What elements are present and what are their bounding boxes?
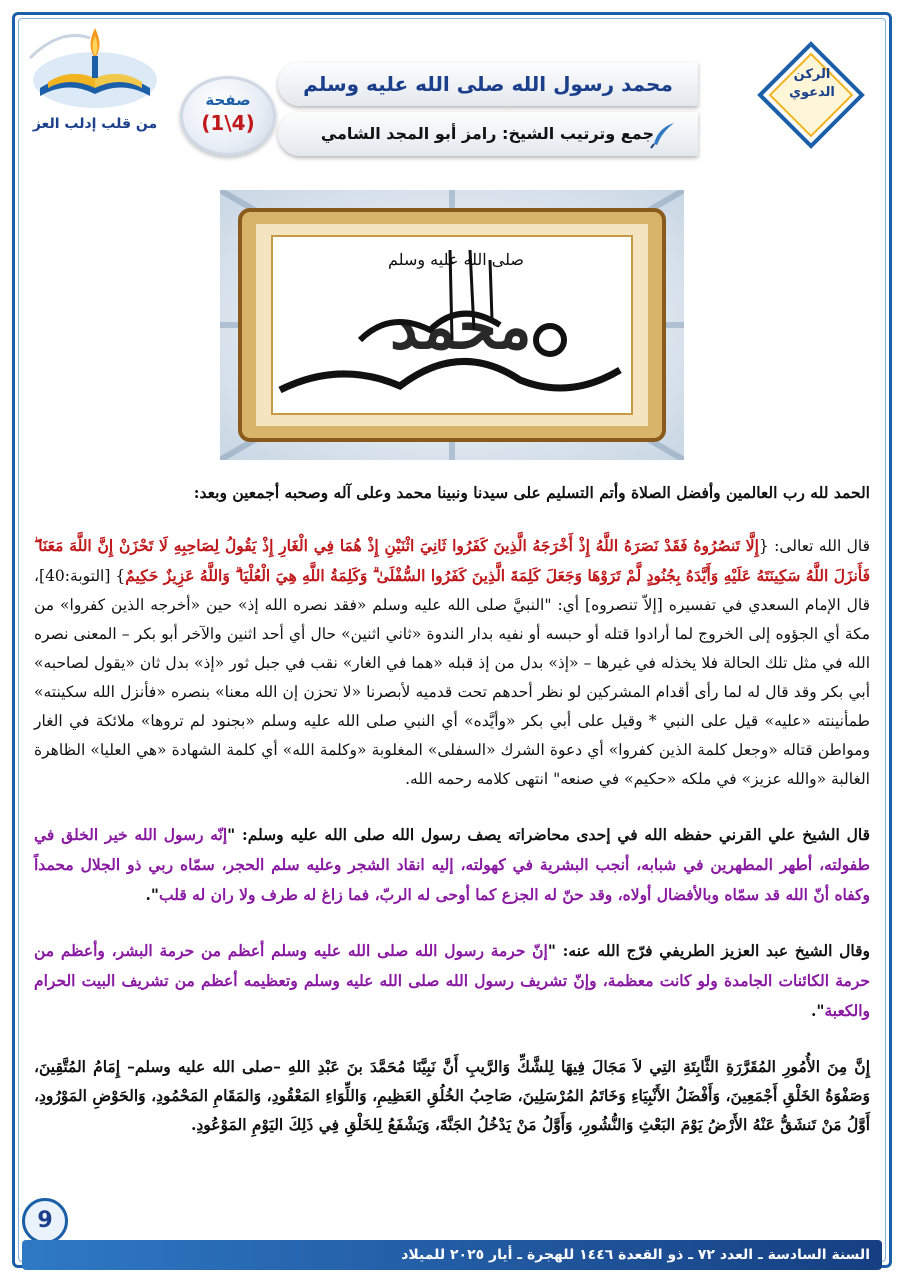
- book-logo-icon: [20, 18, 170, 118]
- section-label: [782, 66, 842, 102]
- page-indicator: [180, 76, 276, 156]
- logo-text: من قلب إدلب العز: [32, 116, 158, 132]
- paragraph-qarni: [34, 820, 870, 910]
- section-label-line2: الدعوي: [789, 85, 835, 100]
- intro-paragraph: الحمد لله رب العالمين وأفضل الصلاة وأتم التسليم على سيدنا ونبينا محمد وعلى آله وصحبه أجمعين وبعد:: [193, 483, 870, 502]
- paragraph-closing: إِنَّ مِنَ الأُمُورِ المُقَرَّرَةِ الثَّابِتَةِ التِي لاَ مَجَالَ فِيهَا لِلشَّكِّ وَالرَّيبِ أَنَّ نَبِيَّنَا مُحَمَّدَ بنَ عَبْدِ اللهِ –صلى الله عليه وسلم– إِمَامُ المُتَّقِينَ، وَصَفْوَةُ الخَلْقِ أَجْمَعِينَ، وَأَفْضَلُ الأَنْبِيَاءِ وَخَاتَمُ المُرْسَلِينَ، صَاحِبُ الخُلُقِ العَظِيمِ، وَاللِّوَاءِ المَعْقُودِ، وَالمَقَامِ المَحْمُودِ، وَالحَوْضِ المَوْرُودِ، أَوَّلُ مَنْ تَنشَقُّ عَنْهُ الأَرْضُ يَوْمَ البَعْثِ وَالنُّشُورِ، وَأَوَّلُ مَنْ يَدْخُلُ الجَنَّةَ، وَيَشْفَعُ لِلخَلْقِ فِي ذَلِكَ اليَوْمِ المَوْعُودِ.: [34, 1057, 870, 1134]
- logo: [20, 18, 170, 148]
- page-label: صفحة: [205, 91, 251, 109]
- paragraph-tafsir: [34, 531, 870, 794]
- p1-lead: قال الله تعالى: {: [758, 537, 870, 555]
- quill-icon: [648, 120, 678, 150]
- title-banner: [268, 60, 718, 160]
- calligraphy-main-text: محمد: [390, 290, 532, 363]
- footer-issue-info: السنة السادسة ـ العدد ٧٢ ـ ذو القعدة ١٤٤٦ للهجرة ـ أيار ٢٠٢٥ للميلاد: [22, 1240, 882, 1270]
- page-number: 9: [22, 1198, 68, 1244]
- section-label-line1: الركن: [793, 67, 831, 82]
- header: [0, 0, 904, 170]
- p2-lead: قال الشيخ علي القرني حفظه الله في إحدى محاضراته يصف رسول الله صلى الله عليه وسلم: ": [227, 825, 870, 844]
- calligraphy-blessing-text: صلى الله عليه وسلم: [388, 250, 524, 269]
- compiler-label: جمع وترتيب الشيخ:: [502, 124, 654, 143]
- qarni-quote: إنّه رسول الله خير الخلق في طفولته، أطهر المطهرين في شبابه، أنجب البشرية في كهولته، إليه انقاد الشجر وعليه سلم الحجر، سمّاه ربي ذو الجلال محمداً وكفاه أنّ الله قد سمّاه وبالأفضال أولاه، وقد حنّ له الجزع كما أوحى له الربّ، فما زاغ له طرف ولا ران له قلب: [34, 825, 870, 904]
- p1-commentary: } [التوبة:40]، قال الإمام السعدي في تفسيره [إلاّ تنصروه] أي: "النبيَّ صلى الله عليه وسلم «فقد نصره الله إذ» حين «أخرجه الذين كفروا» من مكة أي الجؤوه إلى الخروج لما أرادوا قتله أو حبسه أو نفيه بدار الندوة «ثاني اثنين» حال أي أحد اثنين والآخر أبو بكر – المعنى نصره الله في مثل تلك الحالة فلا يخذله في غيرها – «إذ» بدل من إذ قبله «هما في الغار» نقب في جبل ثور «إذ» بدل ثان «يقول لصاحبه» أبي بكر وقد قال له لما رأى أقدام المشركين لو نظر أحدهم تحت قدميه لأبصرنا «لا تحزن إن الله معنا» بنصره «فأنزل الله سكينته» طمأنينته «عليه» قيل على النبي * وقيل على أبي بكر «وأيَّده» أي النبي صلى الله عليه وسلم «بجنود لم تروها» ملائكة في الغار ومواطن قتاله «وجعل كلمة الذين كفروا» أي دعوة الشرك «السفلى» المغلوبة «وكلمة الله» أي كلمة الشهادة «هي العليا» الظاهرة الغالبة «والله عزيز» في ملكه «حكيم» في صنعه" انتهى كلامه رحمه الله.: [34, 567, 870, 788]
- compiler-name: رامز أبو المجد الشامي: [320, 124, 497, 143]
- p3-end: ".: [810, 1001, 825, 1020]
- calligraphy-image: [220, 190, 684, 460]
- p3-lead: وقال الشيخ عبد العزيز الطريفي فرّج الله عنه: ": [547, 941, 870, 960]
- page-title: محمد رسول الله صلى الله عليه وسلم: [278, 62, 698, 106]
- tarifi-quote: إنّ حرمة رسول الله صلى الله عليه وسلم أعظم من حرمة البشر، وأعظم من حرمة الكائنات الجامدة ولو كانت معظمة، وإنّ تشريف رسول الله صلى الله عليه وسلم وتعظيمه أعظم من تشريف البيت الحرام والكعبة: [34, 941, 870, 1020]
- quran-verse: إِلَّا تَنصُرُوهُ فَقَدْ نَصَرَهُ اللَّهُ إِذْ أَخْرَجَهُ الَّذِينَ كَفَرُوا ثَانِيَ اثْنَيْنِ إِذْ هُمَا فِي الْغَارِ إِذْ يَقُولُ لِصَاحِبِهِ لَا تَحْزَنْ إِنَّ اللَّهَ مَعَنَا ۖ فَأَنزَلَ اللَّهُ سَكِينَتَهُ عَلَيْهِ وَأَيَّدَهُ بِجُنُودٍ لَّمْ تَرَوْهَا وَجَعَلَ كَلِمَةَ الَّذِينَ كَفَرُوا السُّفْلَىٰ ۗ وَكَلِمَةُ اللَّهِ هِيَ الْعُلْيَا ۗ وَاللَّهُ عَزِيزٌ حَكِيمٌ: [34, 536, 870, 585]
- article-body: [34, 478, 870, 1165]
- p2-end: ".: [145, 885, 160, 904]
- page-fraction: (4\1): [201, 111, 255, 135]
- compiler-line: [278, 112, 698, 156]
- paragraph-tarifi: [34, 936, 870, 1026]
